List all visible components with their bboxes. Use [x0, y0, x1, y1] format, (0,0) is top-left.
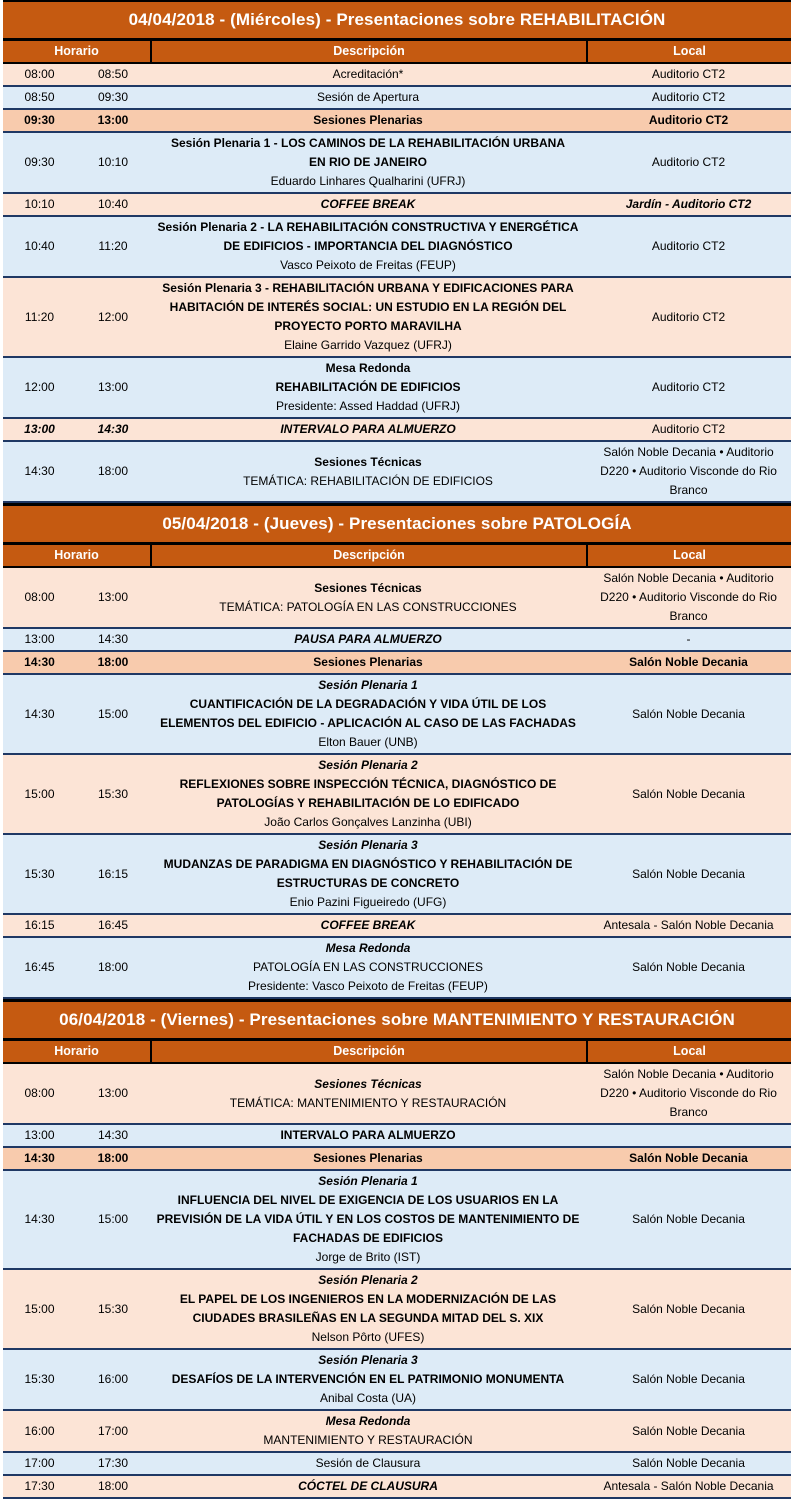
time-start-cell: 13:00	[24, 1128, 55, 1142]
description-line: Sesiones Técnicas	[314, 454, 422, 469]
description-line: PROYECTO PORTO MARAVILHA	[274, 319, 462, 333]
time-end-cell: 14:30	[97, 1128, 129, 1142]
local-text: -	[686, 632, 691, 646]
description-line: Sesiones Plenarias	[313, 113, 423, 127]
description-cell	[150, 1149, 586, 1168]
local-text: Salón Noble Decania	[629, 1151, 748, 1165]
description-line: PREVISIÓN DE LA VIDA ÚTIL Y EN LOS COSTOS DE MANTENIMIENTO DE	[156, 1212, 580, 1226]
time-start-cell: 10:10	[24, 197, 55, 211]
description-line: Vasco Peixoto de Freitas (FEUP)	[280, 258, 456, 272]
schedule-row	[3, 217, 791, 278]
schedule-row	[3, 835, 791, 915]
time-end-cell: 11:20	[98, 239, 128, 253]
time-start-cell: 09:30	[24, 113, 55, 127]
local-text: Salón Noble Decania	[632, 1456, 745, 1470]
description-line: CUANTIFICACIÓN DE LA DEGRADACIÓN Y VIDA ÚTIL DE LOS	[189, 697, 547, 711]
time-end-cell: 13:00	[97, 590, 129, 604]
time-start-cell: 08:00	[24, 1086, 55, 1100]
col-header-horario: Horario	[54, 1044, 99, 1058]
description-line: MANTENIMIENTO Y RESTAURACIÓN	[263, 1433, 473, 1447]
schedule-table	[3, 0, 791, 1499]
description-line: Sesión Plenaria 3	[318, 838, 418, 852]
time-end-cell: 17:00	[97, 1423, 129, 1438]
description-line: Elaine Garrido Vazquez (UFRJ)	[284, 338, 452, 352]
time-start-cell: 13:00	[24, 632, 55, 646]
description-cell	[150, 453, 586, 491]
col-header-horario: Horario	[54, 548, 99, 562]
description-line: PATOLOGÍAS Y REHABILITACIÓN DE LO EDIFICADO	[216, 796, 520, 810]
description-line: TEMÁTICA: REHABILITACIÓN DE EDIFICIOS	[243, 473, 493, 488]
local-text: Auditorio CT2	[651, 90, 726, 104]
time-start-cell: 17:00	[24, 1456, 55, 1470]
description-line: Acreditación*	[332, 67, 404, 81]
local-text: Antesala - Salón Noble Decania	[603, 1479, 774, 1493]
time-end-cell: 10:10	[97, 155, 129, 169]
description-line: ESTRUCTURAS DE CONCRETO	[276, 876, 460, 890]
time-start-cell: 15:00	[24, 1301, 55, 1316]
description-cell	[150, 1477, 586, 1496]
time-end-cell: 17:30	[97, 1456, 129, 1470]
description-line: Sesiones Plenarias	[313, 655, 423, 669]
time-end-cell: 13:00	[97, 380, 129, 394]
local-cell	[586, 65, 791, 84]
description-line: PAUSA PARA ALMUERZO	[294, 632, 442, 646]
local-text: Salón Noble Decania	[632, 786, 745, 801]
description-line: CÓCTEL DE CLAUSURA	[298, 1479, 438, 1493]
schedule-row	[3, 1476, 791, 1499]
description-line: Eduardo Linhares Qualharini (UFRJ)	[270, 174, 466, 188]
description-line: Sesión Plenaria 2 - LA REHABILITACIÓN CONSTRUCTIVA Y ENERGÉTICA	[157, 220, 579, 234]
time-end-cell: 18:00	[97, 655, 129, 669]
schedule-row	[3, 358, 791, 419]
description-line: INTERVALO PARA ALMUERZO	[280, 1128, 456, 1142]
description-line: REHABILITACIÓN DE EDIFICIOS	[275, 380, 461, 394]
local-cell	[586, 785, 791, 804]
description-cell	[150, 279, 586, 355]
description-line: HABITACIÓN DE INTERÉS SOCIAL: UN ESTUDIO EN LA REGIÓN DEL	[169, 300, 567, 314]
description-cell	[150, 420, 586, 439]
description-line: Sesiones Técnicas	[314, 580, 422, 595]
time-start-cell: 15:30	[24, 866, 55, 881]
schedule-row	[3, 915, 791, 938]
local-cell	[586, 1422, 791, 1441]
local-cell	[586, 1370, 791, 1389]
local-cell	[586, 1210, 791, 1229]
local-cell	[586, 1065, 791, 1122]
schedule-row	[3, 675, 791, 755]
local-cell	[586, 237, 791, 256]
schedule-row	[3, 133, 791, 194]
local-cell	[586, 111, 791, 130]
time-start-cell: 14:30	[24, 464, 55, 478]
col-header-horario: Horario	[54, 44, 99, 58]
local-text: Auditorio CT2	[651, 155, 726, 169]
description-line: Sesión Plenaria 1	[318, 678, 418, 692]
description-line: Jorge de Brito (IST)	[315, 1250, 421, 1264]
col-header-local: Local	[586, 545, 791, 566]
description-line: PATOLOGÍA EN LAS CONSTRUCCIONES	[252, 960, 484, 974]
col-header-descripcion: Descripción	[150, 545, 586, 566]
time-end-cell: 14:30	[97, 422, 129, 436]
description-cell	[150, 676, 586, 752]
description-cell	[150, 653, 586, 672]
time-start-cell: 15:00	[24, 786, 55, 801]
description-line: Presidente: Vasco Peixoto de Freitas (FEUP)	[248, 979, 488, 993]
schedule-row	[3, 1270, 791, 1350]
time-start-cell: 17:30	[24, 1479, 55, 1493]
description-cell	[150, 1126, 586, 1145]
day-title: 06/04/2018 - (Viernes) - Presentaciones sobre MANTENIMIENTO Y RESTAURACIÓN	[3, 999, 791, 1041]
local-text: Auditorio CT2	[651, 67, 726, 81]
time-end-cell: 18:00	[97, 1151, 129, 1165]
time-end-cell: 08:50	[97, 67, 129, 81]
description-line: Sesión de Apertura	[316, 90, 420, 104]
description-line: Sesión Plenaria 3	[318, 1353, 418, 1367]
description-line: Mesa Redonda	[325, 1414, 411, 1428]
local-cell	[586, 865, 791, 884]
time-end-cell: 16:00	[97, 1372, 129, 1386]
description-line: Sesión Plenaria 2	[318, 758, 418, 772]
local-cell	[586, 1149, 791, 1168]
local-text: Salón Noble Decania	[629, 655, 748, 669]
time-start-cell: 11:20	[24, 309, 55, 324]
description-line: Mesa Redonda	[325, 361, 411, 375]
description-cell	[150, 916, 586, 935]
description-cell	[150, 65, 586, 84]
schedule-row	[3, 1411, 791, 1453]
local-text: Auditorio CT2	[651, 380, 726, 394]
local-cell	[586, 1477, 791, 1496]
local-text: Salón Noble Decania	[632, 1423, 745, 1438]
description-line: DE EDIFICIOS - IMPORTANCIA DEL DIAGNÓSTICO	[223, 239, 513, 253]
local-cell	[586, 958, 791, 977]
description-cell	[150, 756, 586, 832]
time-end-cell: 15:00	[97, 706, 129, 721]
local-cell	[586, 195, 791, 214]
local-cell	[586, 569, 791, 626]
local-cell	[586, 308, 791, 327]
time-start-cell: 08:00	[24, 67, 55, 81]
description-cell	[150, 1454, 586, 1473]
description-cell	[150, 1412, 586, 1450]
description-line: CIUDADES BRASILEÑAS EN LA SEGUNDA MITAD DEL S. XIX	[192, 1311, 544, 1325]
description-cell	[150, 836, 586, 912]
schedule-row	[3, 64, 791, 87]
time-start-cell: 16:45	[24, 960, 55, 974]
column-header-row	[3, 1041, 791, 1064]
local-cell	[586, 705, 791, 724]
local-text: Salón Noble Decania	[632, 1212, 745, 1226]
time-end-cell: 12:00	[97, 309, 129, 324]
schedule-row	[3, 629, 791, 652]
col-header-descripcion: Descripción	[150, 41, 586, 62]
local-text: Salón Noble Decania • Auditorio D220 • Auditorio Visconde do Rio Branco	[600, 445, 777, 497]
description-cell	[150, 1351, 586, 1408]
day-title: 05/04/2018 - (Jueves) - Presentaciones sobre PATOLOGÍA	[3, 503, 791, 545]
description-cell	[150, 111, 586, 130]
local-text: Salón Noble Decania	[632, 706, 745, 721]
schedule-row	[3, 1148, 791, 1171]
time-start-cell: 13:00	[24, 422, 55, 436]
description-cell	[150, 939, 586, 996]
time-start-cell: 16:15	[24, 918, 55, 932]
day-section	[3, 0, 791, 503]
schedule-row	[3, 1125, 791, 1148]
description-line: Mesa Redonda	[325, 941, 411, 955]
time-start-cell: 15:30	[24, 1372, 55, 1386]
description-line: Sesiones Plenarias	[313, 1151, 423, 1165]
local-text: Salón Noble Decania • Auditorio D220 • Auditorio Visconde do Rio Branco	[600, 1067, 777, 1119]
description-line: MUDANZAS DE PARADIGMA EN DIAGNÓSTICO Y REHABILITACIÓN DE	[163, 857, 573, 871]
description-line: Anibal Costa (UA)	[319, 1391, 417, 1405]
schedule-row	[3, 568, 791, 629]
time-end-cell: 13:00	[97, 1086, 129, 1100]
description-cell	[150, 88, 586, 107]
time-end-cell: 18:00	[97, 960, 129, 974]
local-text: Auditorio CT2	[651, 239, 726, 253]
schedule-row	[3, 442, 791, 503]
local-text: Auditorio CT2	[651, 422, 726, 436]
local-cell	[586, 378, 791, 397]
time-start-cell: 12:00	[24, 380, 55, 394]
time-end-cell: 18:00	[97, 1479, 129, 1493]
description-line: INTERVALO PARA ALMUERZO	[280, 422, 456, 436]
description-line: Sesión Plenaria 2	[318, 1273, 418, 1287]
time-end-cell: 16:15	[97, 866, 129, 881]
description-line: ELEMENTOS DEL EDIFICIO - APLICACIÓN AL CASO DE LAS FACHADAS	[160, 716, 576, 730]
local-cell	[586, 630, 791, 649]
description-line: COFFEE BREAK	[320, 197, 416, 211]
time-start-cell: 14:30	[24, 1212, 55, 1226]
description-line: João Carlos Gonçalves Lanzinha (UBI)	[264, 815, 472, 829]
description-line: Sesión Plenaria 1	[318, 1174, 418, 1188]
local-text: Antesala - Salón Noble Decania	[603, 918, 774, 932]
local-cell	[586, 1300, 791, 1319]
time-start-cell: 08:50	[24, 90, 55, 104]
local-text: Salón Noble Decania	[632, 1301, 745, 1316]
day-title: 04/04/2018 - (Miércoles) - Presentaciones sobre REHABILITACIÓN	[3, 0, 791, 41]
description-cell	[150, 195, 586, 214]
time-end-cell: 10:40	[97, 197, 129, 211]
schedule-row	[3, 278, 791, 358]
schedule-row	[3, 938, 791, 999]
day-section	[3, 999, 791, 1499]
local-cell	[586, 420, 791, 439]
local-text: Salón Noble Decania	[632, 1372, 745, 1386]
schedule-row	[3, 1064, 791, 1125]
description-line: Presidente: Assed Haddad (UFRJ)	[275, 399, 461, 413]
description-cell	[150, 218, 586, 275]
time-start-cell: 14:30	[24, 1151, 55, 1165]
description-cell	[150, 134, 586, 191]
local-cell	[586, 1454, 791, 1473]
schedule-row	[3, 1350, 791, 1411]
local-text: Auditorio CT2	[648, 113, 729, 127]
schedule-row	[3, 1171, 791, 1270]
description-line: FACHADAS DE EDIFICIOS	[292, 1231, 443, 1245]
description-line: TEMÁTICA: PATOLOGÍA EN LAS CONSTRUCCIONES	[219, 599, 517, 614]
local-text: Jardín - Auditorio CT2	[625, 197, 752, 211]
schedule-row	[3, 652, 791, 675]
time-start-cell: 14:30	[24, 706, 55, 721]
schedule-row	[3, 1453, 791, 1476]
local-cell	[586, 88, 791, 107]
local-cell	[586, 653, 791, 672]
local-text: Salón Noble Decania • Auditorio D220 • Auditorio Visconde do Rio Branco	[600, 571, 777, 623]
description-line: INFLUENCIA DEL NIVEL DE EXIGENCIA DE LOS USUARIOS EN LA	[177, 1193, 559, 1207]
schedule-row	[3, 87, 791, 110]
description-line: Elton Bauer (UNB)	[318, 735, 418, 749]
description-cell	[150, 1075, 586, 1113]
description-line: DESAFÍOS DE LA INTERVENCIÓN EN EL PATRIMONIO MONUMENTA	[171, 1372, 565, 1386]
description-cell	[150, 359, 586, 416]
schedule-row	[3, 419, 791, 442]
local-cell	[586, 153, 791, 172]
local-cell	[586, 443, 791, 500]
day-section	[3, 503, 791, 999]
local-text: Auditorio CT2	[651, 309, 726, 324]
description-cell	[150, 1271, 586, 1347]
column-header-row	[3, 41, 791, 64]
description-line: Sesiones Técnicas	[314, 1076, 422, 1091]
description-line: TEMÁTICA: MANTENIMIENTO Y RESTAURACIÓN	[229, 1095, 507, 1110]
description-line: Sesión de Clausura	[315, 1456, 421, 1470]
description-line: Nelson Pôrto (UFES)	[311, 1330, 425, 1344]
schedule-row	[3, 755, 791, 835]
description-line: Sesión Plenaria 3 - REHABILITACIÓN URBANA Y EDIFICACIONES PARA	[162, 281, 574, 295]
time-end-cell: 09:30	[97, 90, 129, 104]
col-header-descripcion: Descripción	[150, 1041, 586, 1062]
time-start-cell: 10:40	[24, 239, 55, 253]
local-text: Salón Noble Decania	[632, 866, 745, 881]
time-start-cell: 08:00	[24, 590, 55, 604]
description-line: COFFEE BREAK	[320, 918, 416, 932]
schedule-row	[3, 110, 791, 133]
column-header-row	[3, 545, 791, 568]
time-start-cell: 09:30	[24, 155, 55, 169]
time-start-cell: 16:00	[24, 1423, 55, 1438]
description-cell	[150, 630, 586, 649]
time-end-cell: 15:30	[97, 786, 129, 801]
time-end-cell: 15:30	[97, 1301, 129, 1316]
time-end-cell: 18:00	[97, 464, 129, 478]
time-end-cell: 15:00	[97, 1212, 129, 1226]
col-header-local: Local	[586, 41, 791, 62]
local-cell	[586, 916, 791, 935]
time-end-cell: 13:00	[97, 113, 129, 127]
schedule-row	[3, 194, 791, 217]
col-header-local: Local	[586, 1041, 791, 1062]
description-line: EN RIO DE JANEIRO	[308, 155, 428, 169]
description-line: REFLEXIONES SOBRE INSPECCIÓN TÉCNICA, DIAGNÓSTICO DE	[179, 777, 557, 791]
description-line: EL PAPEL DE LOS INGENIEROS EN LA MODERNIZACIÓN DE LAS	[179, 1292, 557, 1306]
description-cell	[150, 579, 586, 617]
time-end-cell: 14:30	[97, 632, 129, 646]
time-start-cell: 14:30	[24, 655, 55, 669]
description-line: Enio Pazini Figueiredo (UFG)	[289, 895, 447, 909]
local-text: Salón Noble Decania	[632, 960, 745, 974]
description-cell	[150, 1172, 586, 1267]
description-line: Sesión Plenaria 1 - LOS CAMINOS DE LA REHABILITACIÓN URBANA	[170, 136, 566, 150]
time-end-cell: 16:45	[97, 918, 129, 932]
